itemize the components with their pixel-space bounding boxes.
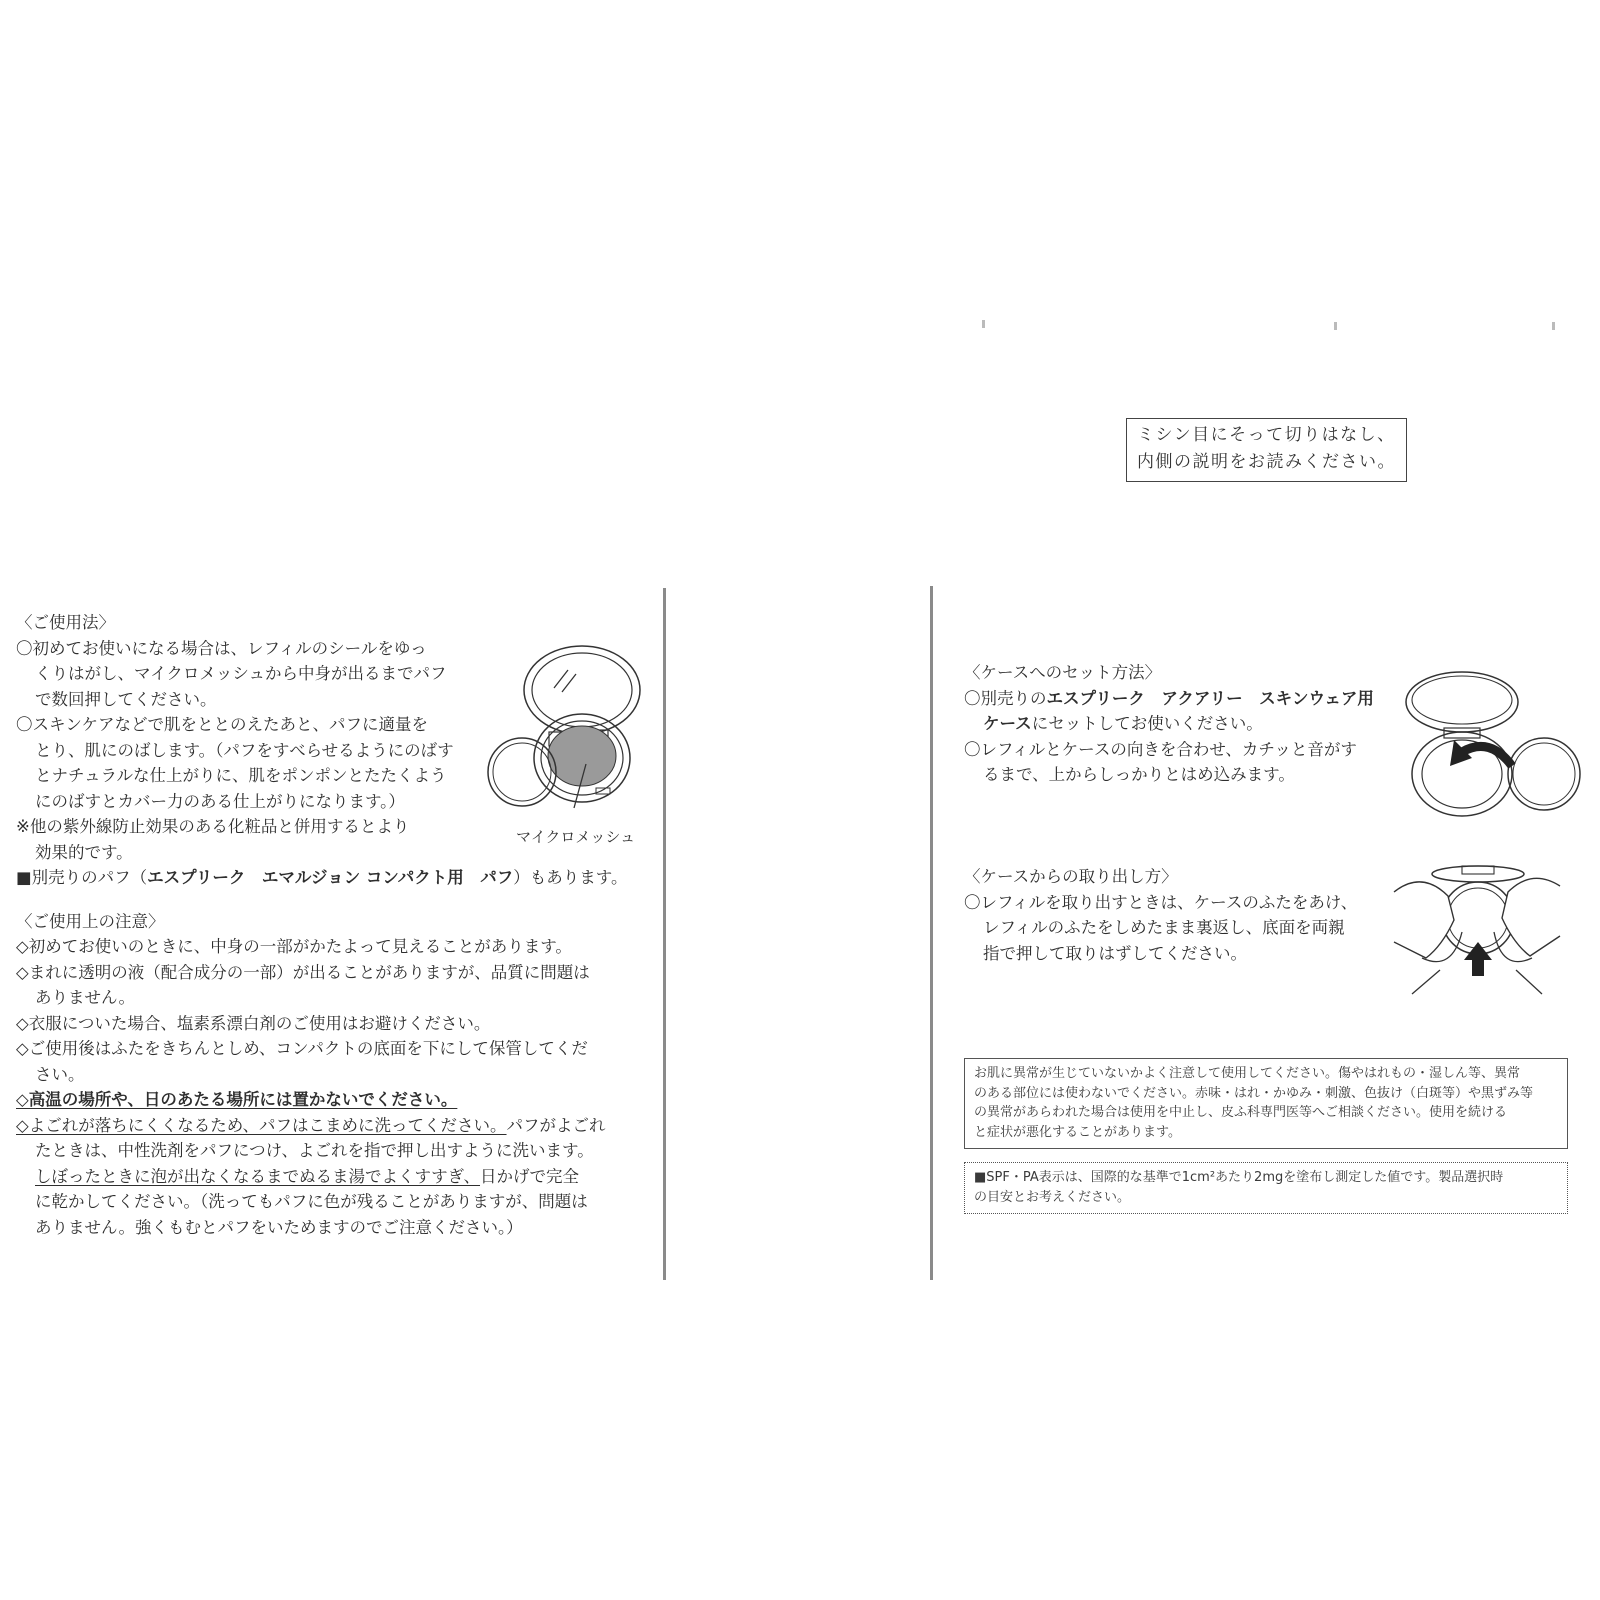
usage-line: 〇初めてお使いになる場合は、レフィルのシールをゆっ <box>16 638 427 658</box>
caution-line-emphasis: ◇高温の場所や、日のあたる場所には置かないでください。 <box>16 1090 458 1109</box>
case-set-rest: にセットしてお使いください。 <box>1031 714 1263 733</box>
cautions-heading: 〈ご使用上の注意〉 <box>16 911 165 931</box>
warning-line: お肌に異常が生じていないかよく注意して使用してください。傷やはれもの・湿しん等、異常 <box>974 1066 1521 1081</box>
spf-note-box <box>964 1162 1568 1214</box>
puff-note <box>16 865 627 891</box>
caution-line: ◇衣服についた場合、塩素系漂白剤のご使用はお避けください。 <box>16 1013 491 1033</box>
perforation-mark <box>982 320 985 328</box>
usage-line: にのばすとカバー力のある仕上がりになります。） <box>35 791 405 811</box>
caution-line: さい。 <box>35 1064 85 1084</box>
case-set-prefix: 〇別売りの <box>964 688 1047 708</box>
perforation-mark <box>1334 322 1337 330</box>
usage-line: 〇スキンケアなどで肌をととのえたあと、パフに適量を <box>16 715 429 734</box>
cut-notice-box <box>1126 418 1407 482</box>
caution-underlined: しぼったときに泡が出なくなるまでぬるま湯でよくすすぎ、 <box>35 1166 481 1186</box>
warning-line: のある部位には使わないでください。赤味・はれ・かゆみ・刺激、色抜け（白斑等）や黒ずみ等 <box>974 1085 1534 1101</box>
case-label: ケース <box>983 714 1032 733</box>
fold-line-right <box>930 586 933 1280</box>
puff-suffix: ）もあります。 <box>513 868 628 887</box>
puff-prefix: ■別売りのパフ（ <box>16 868 148 887</box>
case-remove-line: 〇レフィルを取り出すときは、ケースのふたをあけ、 <box>964 892 1358 912</box>
usage-line: 効果的です。 <box>35 842 133 862</box>
usage-line: くりはがし、マイクロメッシュから中身が出るまでパフ <box>35 664 447 683</box>
usage-line: で数回押してください。 <box>35 689 217 709</box>
caution-line: ありません。 <box>35 988 135 1007</box>
fold-line-left <box>663 588 666 1280</box>
case-remove-heading: 〈ケースからの取り出し方〉 <box>964 867 1178 886</box>
caution-rest: パフがよごれ <box>506 1115 606 1135</box>
caution-line: ◇初めてお使いのときに、中身の一部がかたよって見えることがあります。 <box>16 937 572 956</box>
case-set-panel <box>964 660 1374 788</box>
case-remove-illustration <box>1392 862 1562 1002</box>
warning-line: と症状が悪化することがあります。 <box>974 1124 1181 1140</box>
caution-line: ありません。強くもむとパフをいためますのでご注意ください。） <box>35 1217 523 1237</box>
compact-illustration <box>486 640 656 820</box>
spf-note-line: ■SPF・PA表示は、国際的な基準で1cm²あたり2mgを塗布し測定した値です。製品選択時 <box>974 1170 1504 1185</box>
skin-warning-box <box>964 1058 1568 1149</box>
caution-underlined: ◇よごれが落ちにくくなるため、パフはこまめに洗ってください。 <box>16 1115 507 1135</box>
caution-line: ◇まれに透明の液（配合成分の一部）が出ることがありますが、品質に問題は <box>16 962 590 982</box>
perforation-mark <box>1552 322 1555 330</box>
case-set-illustration <box>1404 670 1584 820</box>
usage-line: ※他の紫外線防止効果のある化粧品と併用するとより <box>16 817 410 836</box>
usage-heading: 〈ご使用法〉 <box>16 613 115 632</box>
caution-line: ◇ご使用後はふたをきちんとしめ、コンパクトの底面を下にして保管してくだ <box>16 1039 588 1058</box>
case-set-line: るまで、上からしっかりとはめ込みます。 <box>983 765 1295 784</box>
puff-name: エスプリーク エマルジョン コンパクト用 パフ <box>147 868 514 887</box>
cut-notice-line1: ミシン目にそって切りはなし、 <box>1137 425 1396 445</box>
caution-rest: 日かげで完全 <box>480 1166 580 1186</box>
micromesh-label: マイクロメッシュ <box>516 828 636 846</box>
usage-line: とり、肌にのばします。（パフをすべらせるようにのばす <box>35 740 454 760</box>
spf-note-line: の目安とお考えください。 <box>974 1189 1131 1205</box>
caution-line <box>16 1164 627 1190</box>
case-remove-panel <box>964 864 1357 966</box>
case-set-line <box>964 686 1374 712</box>
caution-line <box>16 1113 627 1139</box>
cut-notice-line2: 内側の説明をお読みください。 <box>1137 452 1396 472</box>
case-remove-line: 指で押して取りはずしてください。 <box>983 943 1247 963</box>
case-remove-line: レフィルのふたをしめたまま裏返し、底面を両親 <box>983 918 1345 937</box>
case-set-heading: 〈ケースへのセット方法〉 <box>964 663 1162 682</box>
warning-line: の異常があらわれた場合は使用を中止し、皮ふ科専門医等へご相談ください。使用を続ける <box>974 1105 1508 1120</box>
usage-line: とナチュラルな仕上がりに、肌をポンポンとたたくよう <box>35 766 447 785</box>
case-name: エスプリーク アクアリー スキンウェア用 <box>1046 688 1374 708</box>
caution-line: に乾かしてください。（洗ってもパフに色が残ることがありますが、問題は <box>35 1192 588 1211</box>
case-set-line: 〇レフィルとケースの向きを合わせ、カチッと音がす <box>964 739 1357 759</box>
caution-line: たときは、中性洗剤をパフにつけ、よごれを指で押し出すように洗います。 <box>35 1141 594 1160</box>
case-set-line <box>964 711 1374 737</box>
